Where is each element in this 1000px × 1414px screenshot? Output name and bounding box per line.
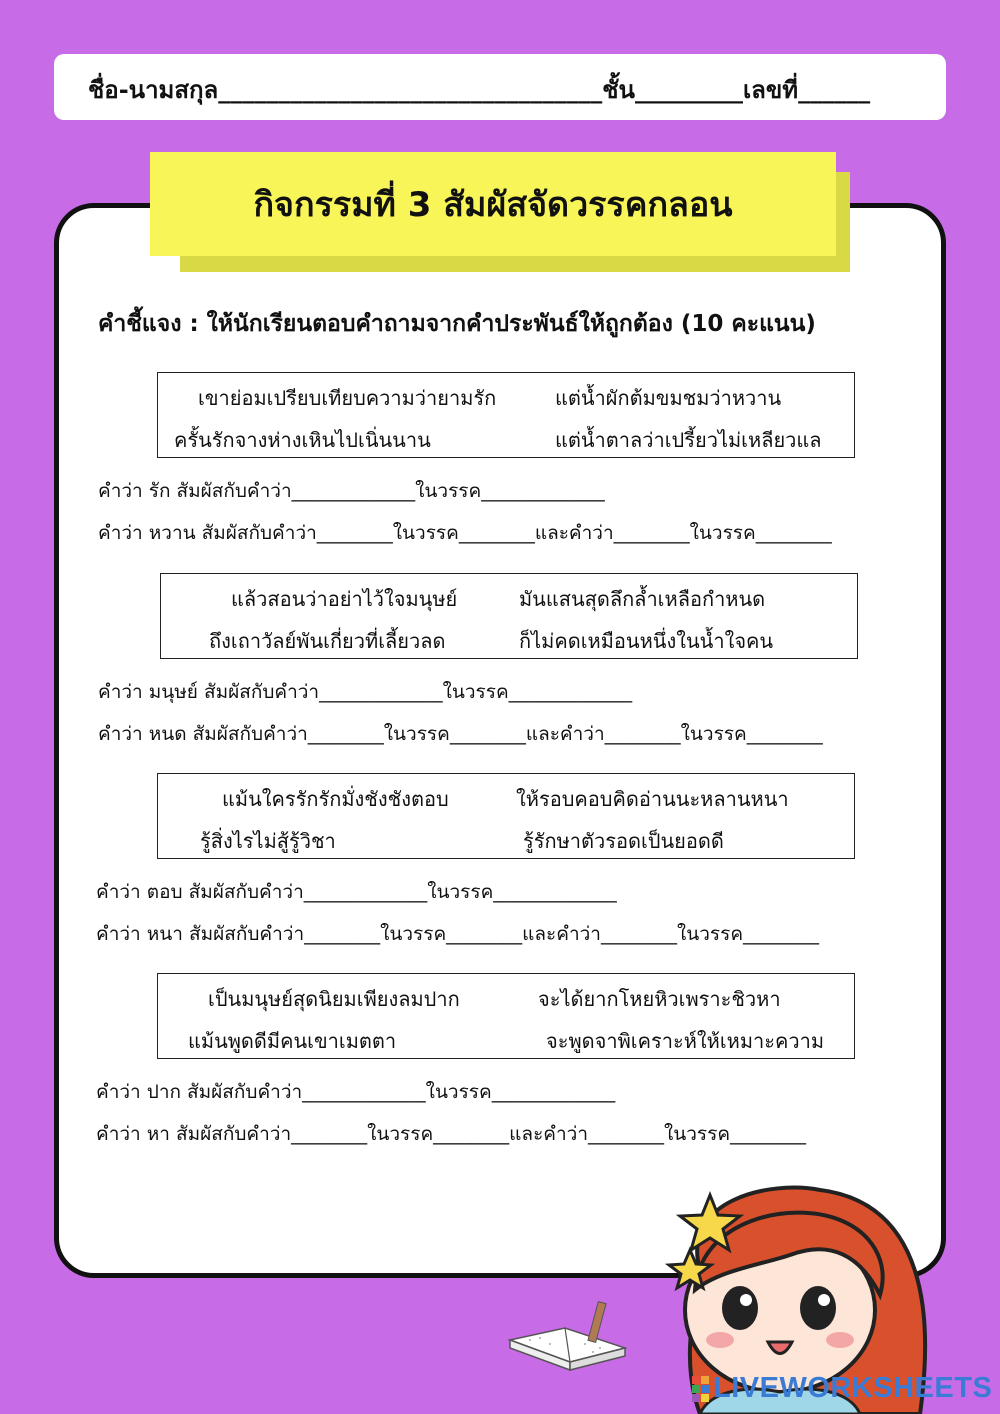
liveworksheets-logo bbox=[692, 1372, 992, 1405]
poem-line: แล้วสอนว่าอย่าไว้ใจมนุษย์ bbox=[231, 587, 458, 611]
poem-line: เป็นมนุษย์สุดนิยมเพียงลมปาก bbox=[208, 987, 460, 1011]
poem-line: เขาย่อมเปรียบเทียบความว่ายามรัก bbox=[198, 386, 497, 410]
question-1b[interactable]: คำว่า หวาน สัมผัสกับคำว่า________ในวรรค________และคำว่า________ในวรรค________ bbox=[98, 522, 832, 544]
question-3a[interactable]: คำว่า ตอบ สัมผัสกับคำว่า_____________ในวรรค_____________ bbox=[96, 881, 617, 903]
poem-line: ถึงเถาวัลย์พันเกี่ยวที่เลี้ยวลด bbox=[209, 629, 446, 653]
poem-line: จะได้ยากโหยหิวเพราะชิวหา bbox=[538, 987, 781, 1011]
poem-box-1 bbox=[157, 372, 855, 458]
question-2b[interactable]: คำว่า หนด สัมผัสกับคำว่า________ในวรรค________และคำว่า________ในวรรค________ bbox=[98, 723, 823, 745]
poem-line: ให้รอบคอบคิดอ่านนะหลานหนา bbox=[516, 787, 789, 811]
question-1a[interactable]: คำว่า รัก สัมผัสกับคำว่า_____________ในวรรค_____________ bbox=[98, 480, 605, 502]
poem-line: จะพูดจาพิเคราะห์ให้เหมาะความ bbox=[546, 1029, 825, 1053]
poem-line: ครั้นรักจางห่างเหินไปเนิ่นนาน bbox=[174, 428, 431, 452]
question-4a[interactable]: คำว่า ปาก สัมผัสกับคำว่า_____________ในวรรค_____________ bbox=[96, 1081, 616, 1103]
question-4b[interactable]: คำว่า หา สัมผัสกับคำว่า________ในวรรค________และคำว่า________ในวรรค________ bbox=[96, 1123, 807, 1145]
instruction-text: คำชี้แจง : ให้นักเรียนตอบคำถามจากคำประพันธ์ให้ถูกต้อง (10 คะแนน) bbox=[98, 311, 816, 337]
poem-line: รู้สิ่งไรไม่สู้รู้วิชา bbox=[200, 829, 336, 853]
poem-box-3 bbox=[157, 773, 855, 859]
poem-line: แต่น้ำผักต้มขมชมว่าหวาน bbox=[555, 386, 782, 410]
poem-box-4 bbox=[157, 973, 855, 1059]
poem-line: รู้รักษาตัวรอดเป็นยอดดี bbox=[523, 829, 724, 853]
student-info-bar bbox=[54, 54, 946, 120]
book-pencil-illustration bbox=[505, 1300, 635, 1380]
poem-line: แม้นพูดดีมีคนเขาเมตตา bbox=[188, 1029, 397, 1053]
poem-line: แต่น้ำตาลว่าเปรี้ยวไม่เหลียวแล bbox=[555, 428, 822, 452]
question-2a[interactable]: คำว่า มนุษย์ สัมผัสกับคำว่า_____________ในวรรค_____________ bbox=[98, 681, 633, 703]
poem-line: ก็ไม่คดเหมือนหนึ่งในน้ำใจคน bbox=[519, 629, 774, 653]
question-3b[interactable]: คำว่า หนา สัมผัสกับคำว่า________ในวรรค________และคำว่า________ในวรรค________ bbox=[96, 923, 820, 945]
student-info-line[interactable]: ชื่อ-นามสกุล________________________________ชั้น_________เลขที่______ bbox=[88, 76, 871, 104]
page-title: กิจกรรมที่ 3 สัมผัสจัดวรรคกลอน bbox=[253, 185, 733, 225]
poem-line: มันแสนสุดลึกล้ำเหลือกำหนด bbox=[519, 587, 766, 611]
poem-line: แม้นใครรักรักมั่งชังชังตอบ bbox=[222, 787, 449, 811]
logo-text: LIVEWORKSHEETS bbox=[713, 1372, 993, 1404]
logo-mark-icon bbox=[692, 1376, 709, 1402]
poem-box-2 bbox=[160, 573, 858, 659]
title-banner bbox=[150, 152, 836, 256]
